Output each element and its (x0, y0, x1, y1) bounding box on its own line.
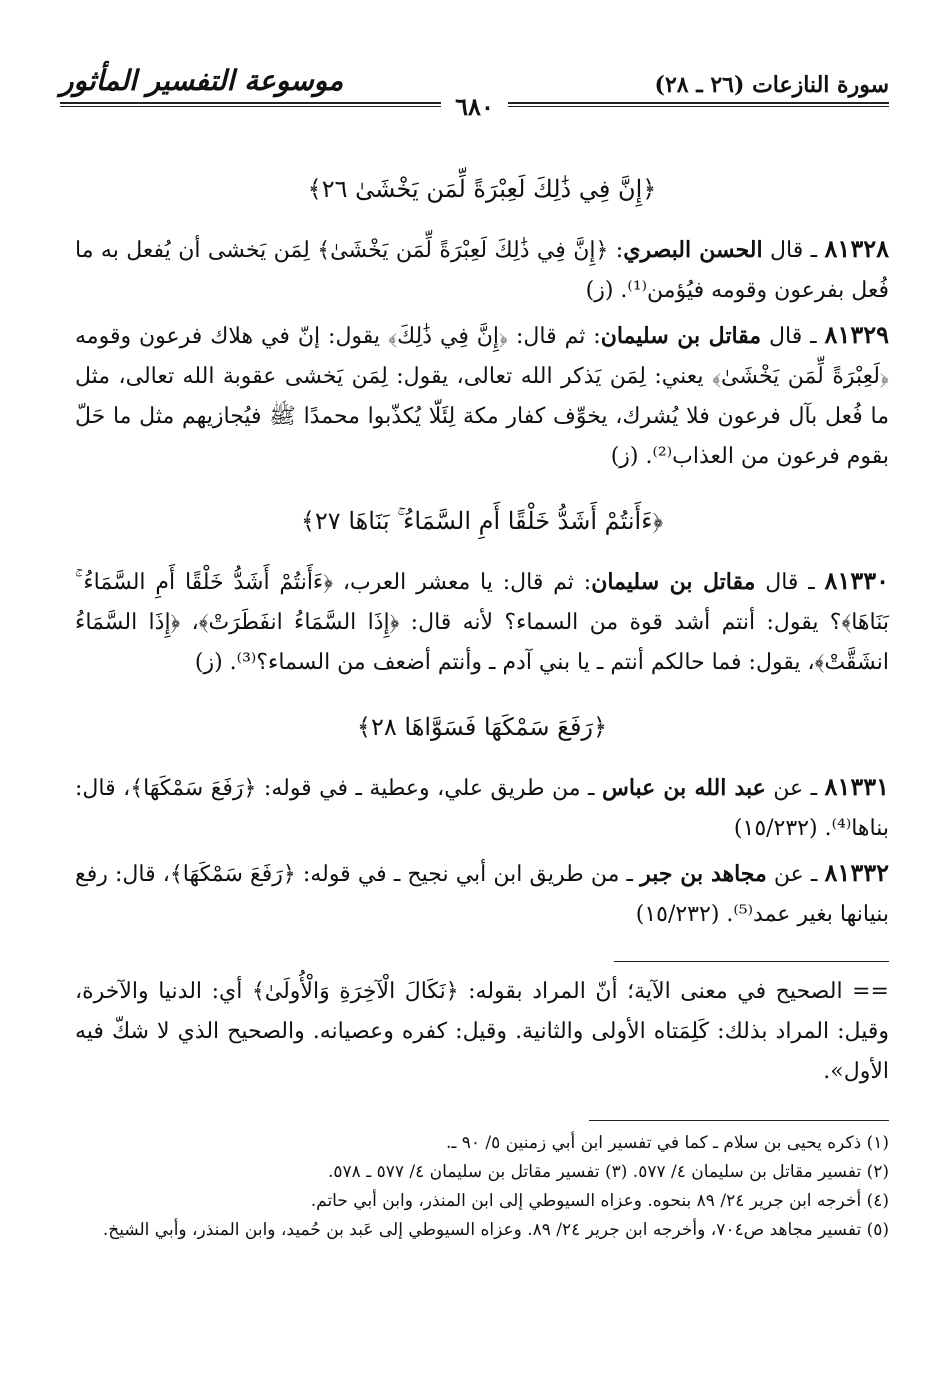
footnote: (٢) تفسير مقاتل بن سليمان ٤/ ٥٧٧. (٣) تفسير مقاتل بن سليمان ٤/ ٥٧٧ ـ ٥٧٨. (327, 1162, 889, 1182)
entry-number: ٨١٣٢٩ (824, 320, 889, 349)
ayah-26: ﴿إِنَّ فِي ذَٰلِكَ لَعِبْرَةً لِّمَن يَخْشَىٰ ٢٦﴾ (307, 175, 657, 203)
page-number: ٦٨٠ (441, 92, 508, 121)
entry-lead: ـ قال (762, 238, 825, 263)
entry-body: ـ من طريق ابن أبي نجيح ـ في قوله: ﴿رَفَعَ سَمْكَهَا﴾، قال: رفع بنيانها بغير عمد⁽⁵⁾. (١٥/٢٣٢) (75, 862, 889, 927)
entry-lead: ـ عن (766, 862, 825, 887)
entry-paragraph (75, 561, 889, 683)
surah-title: سورة النازعات (٢٦ ـ ٢٨) (654, 72, 889, 98)
entry-number: ٨١٣٢٨ (824, 234, 889, 263)
entry-lead: ـ عن (765, 776, 825, 801)
footnote: (٤) أخرجه ابن جرير ٢٤/ ٨٩ بنحوه. وعزاه السيوطي إلى ابن المنذر، وابن أبي حاتم. (310, 1191, 889, 1211)
entry-body: : ثم قال: ﴿إِنَّ فِي ذَٰلِكَ﴾ يقول: إنّ في هلاك فرعون وقومه ﴿لَعِبْرَةً لِّمَن يَخْشَىٰ﴾ يعني: لِمَن يَذكر الله تعالى، يقول: لِمَن يَخشى عقوبة الله تعالى، مثل ما فُعل بآل فرعون فلا يُشرك، يخوِّف كفار مكة لِئَلّا يُكذّبوا محمدًا ﷺ فيُجازيهم مثل ما حَلّ بقوم فرعون من العذاب⁽²⁾. (ز) (75, 324, 889, 469)
entry-paragraph (75, 767, 889, 849)
entry-number: ٨١٣٣١ (824, 772, 889, 801)
entry-paragraph (75, 315, 889, 477)
entries-group-2 (75, 561, 889, 683)
continued-footnote: == الصحيح في معنى الآية؛ أنّ المراد بقوله: ﴿نَكَالَ الْآخِرَةِ وَالْأُولَىٰ﴾ أي: الدنيا والآخرة، وقيل: المراد بذلك: كَلِمَتاه الأولى والثانية. وقيل: كفره وعصيانه. والصحيح الذي لا شكّ فيه الأول». (75, 979, 889, 1084)
entry-lead: ـ قال (755, 570, 825, 595)
entry-number: ٨١٣٣٢ (824, 858, 889, 887)
entry-body: ـ من طريق علي، وعطية ـ في قوله: ﴿رَفَعَ سَمْكَهَا﴾، قال: بناها⁽⁴⁾. (١٥/٢٣٢) (75, 776, 889, 841)
entry-lead: ـ قال (761, 324, 825, 349)
entry-authority: عبد الله بن عباس (601, 775, 766, 801)
entry-authority: مجاهد بن جبر (640, 861, 767, 887)
entry-number: ٨١٣٣٠ (824, 566, 889, 595)
separator-line (614, 961, 889, 962)
entry-authority: مقاتل بن سليمان (600, 323, 762, 349)
book-title: موسوعة التفسير المأثور (60, 64, 344, 97)
footnote: (٥) تفسير مجاهد ص٧٠٤، وأخرجه ابن جرير ٢٤/ ٨٩. وعزاه السيوطي إلى عَبد بن حُميد، وابن المنذر، وأبي الشيخ. (102, 1220, 889, 1240)
entries-group-1 (75, 229, 889, 477)
footnotes (75, 1129, 889, 1245)
footnote: (١) ذكره يحيى بن سلام ـ كما في تفسير ابن أبي زمنين ٥/ ٩٠ ـ. (445, 1133, 889, 1153)
entry-authority: الحسن البصري (623, 237, 763, 263)
entry-paragraph (75, 853, 889, 935)
main-content (75, 165, 889, 1245)
ayah-27: ﴿ءَأَنتُمْ أَشَدُّ خَلْقًا أَمِ السَّمَاءُ ۚ بَنَاهَا ٢٧﴾ (300, 507, 664, 535)
footnote-separator (589, 1120, 889, 1121)
entry-authority: مقاتل بن سليمان (591, 569, 756, 595)
entry-body: : ﴿إِنَّ فِي ذَٰلِكَ لَعِبْرَةً لِّمَن يَخْشَىٰ﴾ لِمَن يَخشى أن يُفعل به ما فُعل بفرعون وقومه فيُؤمن⁽¹⁾. (ز) (75, 238, 889, 303)
entries-group-3 (75, 767, 889, 935)
entry-paragraph (75, 229, 889, 311)
ayah-28: ﴿رَفَعَ سَمْكَهَا فَسَوَّاهَا ٢٨﴾ (356, 713, 608, 741)
page-header (60, 64, 889, 124)
entry-body: : ثم قال: يا معشر العرب، ﴿ءَأَنتُمْ أَشَدُّ خَلْقًا أَمِ السَّمَاءُ ۚ بَنَاهَا﴾؟ يقول: أنتم أشد قوة من السماء؟ لأنه قال: ﴿إِذَا السَّمَاءُ انفَطَرَتْ﴾، ﴿إِذَا السَّمَاءُ انشَقَّتْ﴾، يقول: فما حالكم أنتم ـ يا بني آدم ـ وأنتم أضعف من السماء؟⁽³⁾. (ز) (75, 570, 889, 675)
